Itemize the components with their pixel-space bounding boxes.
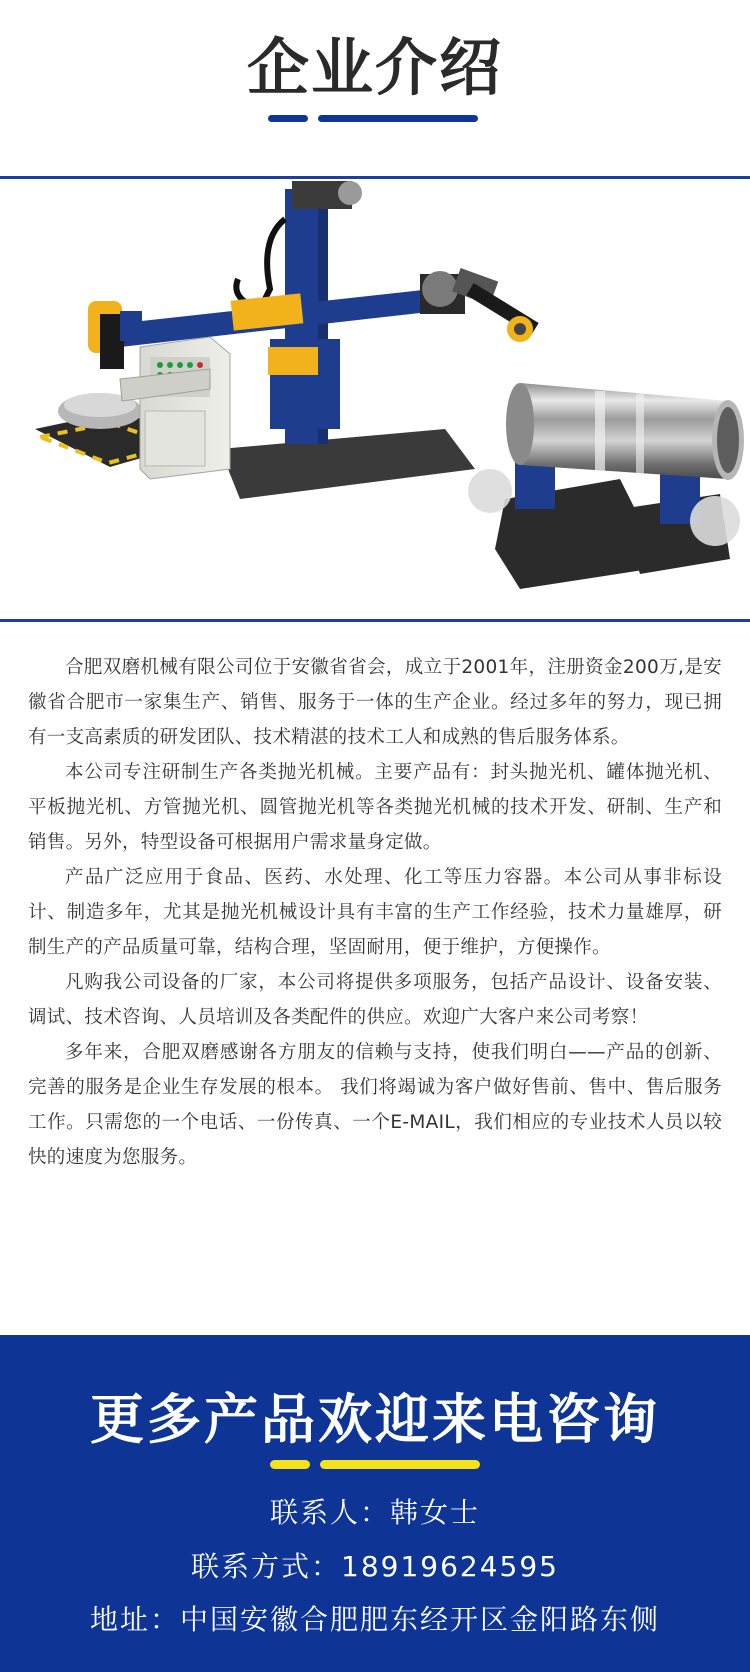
contact-address: 地址：中国安徽合肥肥东经开区金阳路东侧 xyxy=(89,1603,660,1636)
title-underline-long xyxy=(318,115,478,122)
section-header xyxy=(0,0,750,175)
product-photo xyxy=(0,176,750,622)
page-title: 企业介绍 xyxy=(246,31,503,104)
steel-drum xyxy=(520,383,728,479)
title-underline-short xyxy=(268,115,308,122)
polishing-machine-illustration xyxy=(0,179,750,613)
contact-person: 联系人：韩女士 xyxy=(269,1496,480,1529)
contact-phone[interactable]: 联系方式：18919624595 xyxy=(191,1550,559,1583)
intro-paragraph: 产品广泛应用于食品、医药、水处理、化工等压力容器。本公司从事非标设计、制造多年，尤其是抛光机械设计具有丰富的生产工作经验，技术力量雄厚，研制生产的产品质量可靠，结构合理，坚固耐用，便于维护，方便操作。 xyxy=(28,867,722,958)
company-introduction xyxy=(28,650,722,1175)
contact-section xyxy=(0,1335,750,1672)
intro-paragraph: 凡购我公司设备的厂家，本公司将提供多项服务，包括产品设计、设备安装、调试、技术咨询、人员培训及各类配件的供应。欢迎广大客户来公司考察！ xyxy=(28,972,722,1028)
contact-title: 更多产品欢迎来电咨询 xyxy=(90,1388,660,1451)
intro-paragraph: 多年来，合肥双磨感谢各方朋友的信赖与支持，使我们明白——产品的创新、完善的服务是企业生存发展的根本。 我们将竭诚为客户做好售前、售中、售后服务工作。只需您的一个电话、一份传真、一个E-MAIL，我们相应的专业技术人员以较快的速度为您服务。 xyxy=(28,1042,722,1168)
intro-paragraph: 合肥双磨机械有限公司位于安徽省省会，成立于2001年，注册资金200万,是安徽省合肥市一家集生产、销售、服务于一体的生产企业。经过多年的努力，现已拥有一支高素质的研发团队、技术精湛的技术工人和成熟的售后服务体系。 xyxy=(28,657,722,748)
machine-base-plate xyxy=(220,429,475,499)
intro-paragraph: 本公司专注研制生产各类抛光机械。主要产品有：封头抛光机、罐体抛光机、平板抛光机、方管抛光机、圆管抛光机等各类抛光机械的技术开发、研制、生产和销售。另外，特型设备可根据用户需求量身定做。 xyxy=(28,762,722,853)
contact-underline-short xyxy=(270,1460,310,1469)
contact-underline-long xyxy=(320,1460,480,1469)
